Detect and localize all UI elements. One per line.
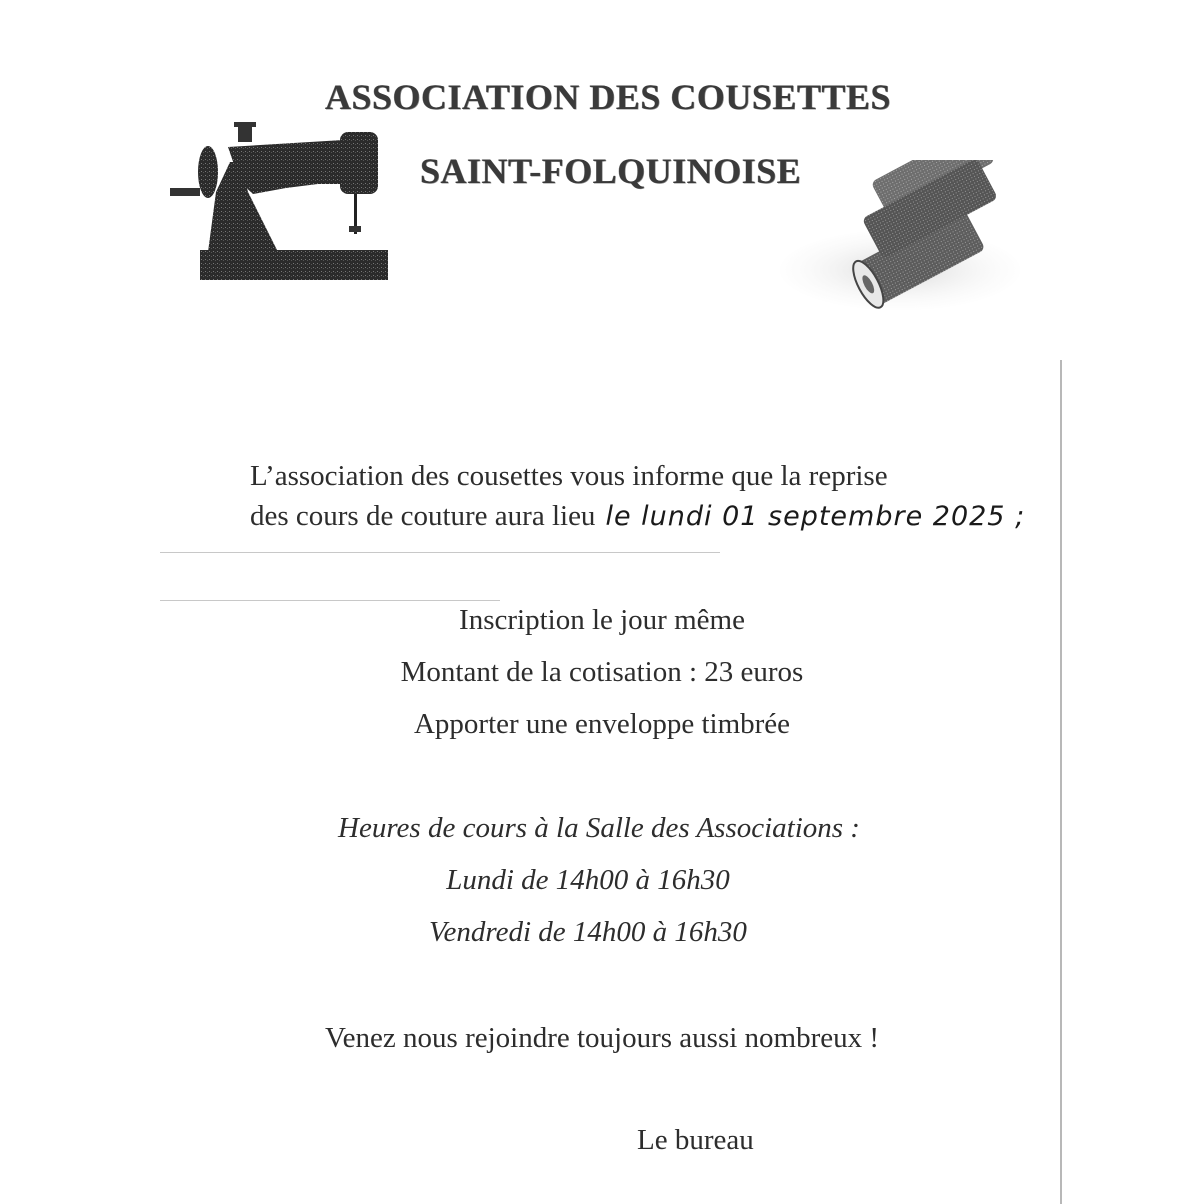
- association-title-line1: ASSOCIATION DES COUSETTES: [325, 77, 892, 117]
- sewing-machine-icon: [168, 122, 393, 287]
- scan-line: [160, 552, 720, 553]
- closing-text: Venez nous rejoindre toujours aussi nombreux !: [324, 1022, 880, 1054]
- association-title-line2: SAINT-FOLQUINOISE: [420, 151, 802, 191]
- cotisation-text: Montant de la cotisation : 23 euros: [400, 656, 804, 688]
- intro-line2-text: des cours de couture aura lieu: [250, 500, 596, 532]
- intro-line2: [250, 500, 1025, 533]
- schedule-friday: Vendredi de 14h00 à 16h30: [429, 916, 747, 948]
- scan-line: [160, 600, 500, 601]
- handwritten-date: le lundi 01 septembre 2025 ;: [605, 501, 1026, 532]
- schedule-heading: Heures de cours à la Salle des Associations :: [338, 812, 860, 844]
- schedule-monday: Lundi de 14h00 à 16h30: [446, 864, 730, 896]
- page-edge: [1060, 360, 1062, 1204]
- signature: Le bureau: [637, 1124, 754, 1156]
- intro-line1: L’association des cousettes vous informe que la reprise: [250, 460, 888, 492]
- inscription-text: Inscription le jour même: [459, 604, 745, 636]
- thread-spools-icon: [780, 160, 1045, 310]
- enveloppe-text: Apporter une enveloppe timbrée: [413, 708, 791, 740]
